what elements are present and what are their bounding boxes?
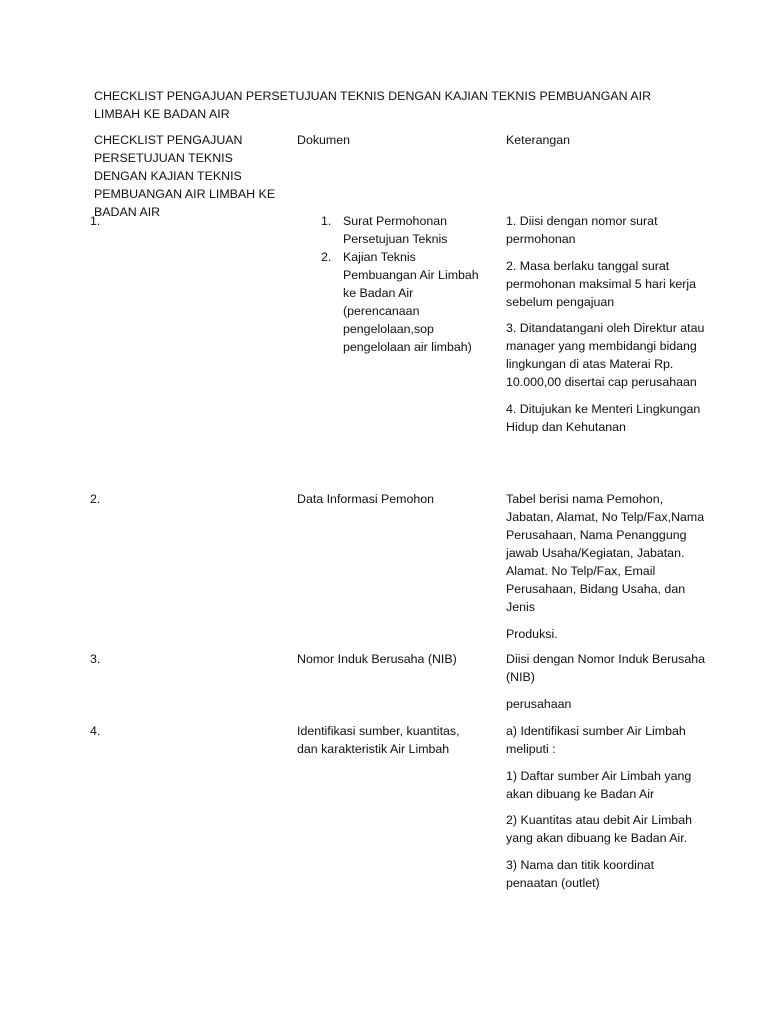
note-paragraph: Produksi. — [506, 626, 558, 641]
row-2-number: 2. — [90, 492, 101, 506]
header-keterangan: Keterangan — [506, 133, 571, 147]
row-1-documents — [297, 212, 482, 356]
document-list-number: 1. — [321, 214, 332, 228]
row-2-document: Data Informasi Pemohon — [297, 492, 435, 506]
note-paragraph: 4. Ditujukan ke Menteri Lingkungan Hidup dan Kehutanan — [506, 401, 701, 434]
row-3-document: Nomor Induk Berusaha (NIB) — [297, 652, 457, 666]
note-paragraph: 2) Kuantitas atau debit Air Limbah yang akan dibuang ke Badan Air. — [506, 813, 692, 845]
document-list-text: Kajian Teknis Pembuangan Air Limbah ke Badan Air (perencanaan pengelolaan,sop pengelolaan air limbah) — [343, 250, 479, 354]
document-title: CHECKLIST PENGAJUAN PERSETUJUAN TEKNIS DENGAN KAJIAN TEKNIS PEMBUANGAN AIR LIMBAH KE BADAN AIR — [94, 89, 652, 121]
note-paragraph: 1) Daftar sumber Air Limbah yang akan dibuang ke Badan Air — [506, 768, 692, 801]
note-paragraph: a) Identifikasi sumber Air Limbah meliputi : — [506, 724, 686, 756]
note-paragraph: Tabel berisi nama Pemohon, Jabatan, Alamat, No Telp/Fax,Nama Perusahaan, Nama Penanggung jawab Usaha/Kegiatan, Jabatan. Alamat. No Telp/Fax, Email Perusahaan, Bidang Usaha, dan Jenis — [506, 492, 705, 614]
row-3-notes — [506, 650, 706, 713]
document-list-text: Surat Permohonan Persetujuan Teknis — [343, 214, 448, 246]
row-4-number: 4. — [90, 724, 101, 738]
header-checklist: CHECKLIST PENGAJUAN PERSETUJUAN TEKNIS DENGAN KAJIAN TEKNIS PEMBUANGAN AIR LIMBAH KE BADAN AIR — [94, 133, 276, 219]
document-list-number: 2. — [321, 250, 332, 264]
note-paragraph: Diisi dengan Nomor Induk Berusaha (NIB) — [506, 652, 706, 684]
row-1-notes — [506, 212, 706, 436]
row-1-number: 1. — [90, 214, 101, 228]
header-dokumen: Dokumen — [297, 133, 351, 147]
document-list-item — [297, 248, 483, 356]
note-paragraph: 3) Nama dan titik koordinat penaatan (outlet) — [506, 857, 655, 890]
document-list-item — [297, 212, 483, 248]
note-paragraph: 2. Masa berlaku tanggal surat permohonan maksimal 5 hari kerja sebelum pengajuan — [506, 258, 697, 309]
row-3-number: 3. — [90, 652, 101, 666]
note-paragraph: perusahaan — [506, 696, 572, 711]
row-1-document-list — [297, 212, 482, 356]
row-4-notes — [506, 722, 706, 892]
row-2-notes — [506, 490, 706, 643]
row-4-document: Identifikasi sumber, kuantitas, dan karakteristik Air Limbah — [297, 724, 460, 756]
note-paragraph: 1. Diisi dengan nomor surat permohonan — [506, 214, 658, 246]
note-paragraph: 3. Ditandatangani oleh Direktur atau manager yang membidangi bidang lingkungan di atas Materai Rp. 10.000,00 disertai cap perusahaan — [506, 321, 705, 389]
